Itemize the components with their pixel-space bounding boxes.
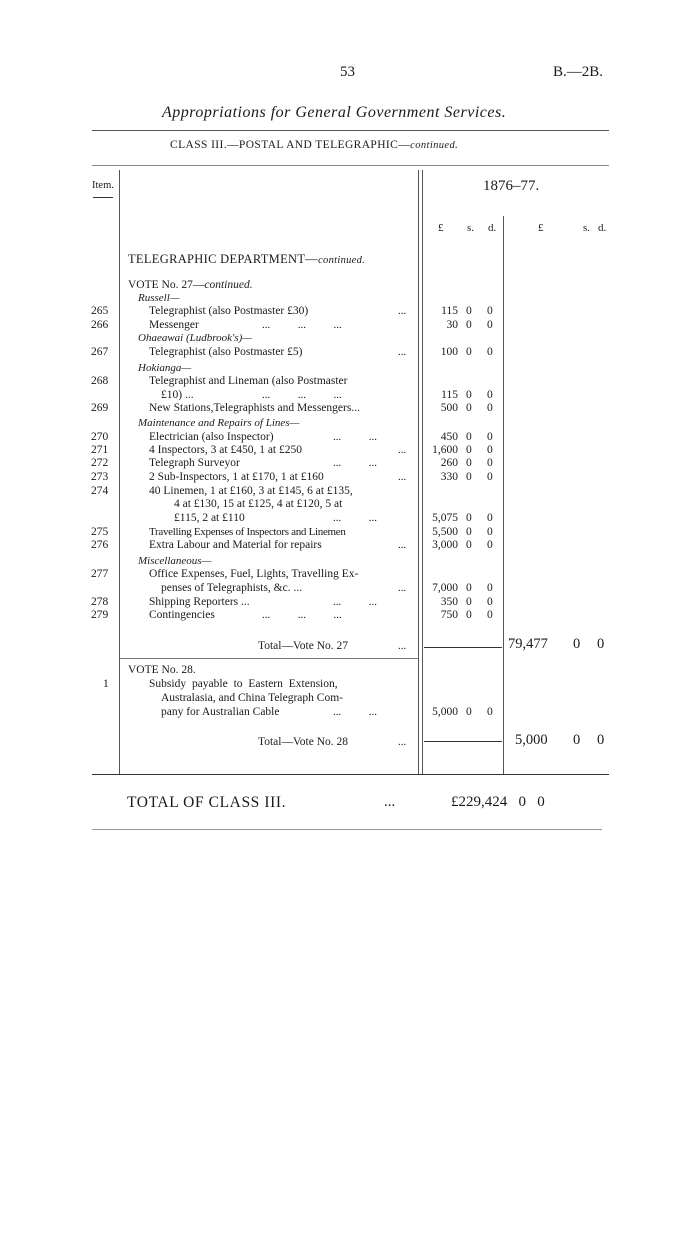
- item-description: Telegraphist and Lineman (also Postmaster: [149, 375, 348, 387]
- item-description-cont: penses of Telegraphists, &c. ...: [161, 582, 303, 594]
- amount-pounds: 750: [440, 609, 458, 621]
- column-header-year: 1876–77.: [483, 178, 540, 194]
- item-description: 2 Sub-Inspectors, 1 at £170, 1 at £160: [149, 471, 324, 483]
- col-pound-1: £: [438, 222, 444, 234]
- page-number: 53: [340, 64, 355, 80]
- item-description: Messenger: [149, 319, 199, 331]
- subhead-russell: Russell—: [138, 292, 180, 304]
- amount-shillings: 0: [466, 457, 472, 469]
- section-title: TELEGRAPHIC DEPARTMENT—continued.: [128, 252, 366, 266]
- amount-pence: 0: [487, 444, 493, 456]
- amount-pence: 0: [487, 471, 493, 483]
- leader-dots: ...: [384, 794, 396, 810]
- amount-pounds: 350: [440, 596, 458, 608]
- leader-dots: ...: [398, 305, 407, 317]
- column-header-item: Item.: [92, 180, 114, 191]
- col-pound-2: £: [538, 222, 544, 234]
- amount-pounds: 30: [446, 319, 458, 331]
- subhead-hokianga: Hokianga—: [138, 362, 192, 374]
- amount-shillings: 0: [466, 526, 472, 538]
- vote-divider: [120, 658, 418, 659]
- vote-28-total-pence: 0: [597, 732, 605, 748]
- vote-27-total-shillings: 0: [573, 636, 581, 652]
- table-bottom-rule: [92, 774, 609, 775]
- amount-pence: 0: [487, 346, 493, 358]
- class-divider: [92, 165, 609, 166]
- item-description-cont: £10) ...: [161, 389, 194, 401]
- subhead-ohaeawai: Ohaeawai (Ludbrook's)—: [138, 332, 253, 344]
- class-heading: CLASS III.—POSTAL AND TELEGRAPHIC—continued.: [170, 139, 459, 151]
- amount-pence: 0: [487, 457, 493, 469]
- amount-pence: 0: [487, 596, 493, 608]
- leader-dots: ... ...: [333, 431, 377, 443]
- leader-dots: ...: [398, 444, 407, 456]
- amount-pounds: 7,000: [432, 582, 458, 594]
- item-description: Contingencies: [149, 609, 215, 621]
- amount-pounds: 500: [440, 402, 458, 414]
- leader-dots: ...: [398, 640, 407, 652]
- item-description: Subsidy payable to Eastern Extension,: [149, 678, 338, 690]
- leader-dots: ... ...: [333, 512, 377, 524]
- item-description: Electrician (also Inspector): [149, 431, 274, 443]
- class-total-amount: £229,424 0 0: [451, 794, 545, 810]
- amount-pounds: 5,500: [432, 526, 458, 538]
- vote-28-total-pounds: 5,000: [515, 732, 548, 748]
- amount-shillings: 0: [466, 582, 472, 594]
- vote-27-total-pence: 0: [597, 636, 605, 652]
- amount-shillings: 0: [466, 389, 472, 401]
- item-number: 266: [91, 319, 109, 331]
- amount-pence: 0: [487, 319, 493, 331]
- amount-pounds: 100: [440, 346, 458, 358]
- leader-dots: ... ... ...: [262, 609, 342, 621]
- leader-dots: ...: [398, 471, 407, 483]
- amount-pence: 0: [487, 706, 493, 718]
- item-number: 279: [91, 609, 109, 621]
- leader-dots: ...: [398, 582, 407, 594]
- leader-dots: ...: [398, 346, 407, 358]
- leader-dots: ... ...: [333, 706, 377, 718]
- item-number: 275: [91, 526, 109, 538]
- amount-pounds: 115: [441, 389, 458, 401]
- amount-shillings: 0: [466, 402, 472, 414]
- amount-shillings: 0: [466, 431, 472, 443]
- page-title: Appropriations for General Government Services.: [162, 104, 507, 121]
- vote-27-heading: VOTE No. 27—continued.: [128, 279, 253, 291]
- vote-27-total-pounds: 79,477: [508, 636, 548, 652]
- col-pence-2: d.: [598, 222, 607, 234]
- amount-pounds: 260: [440, 457, 458, 469]
- amount-pence: 0: [487, 402, 493, 414]
- subhead-miscellaneous: Miscellaneous—: [138, 555, 212, 567]
- item-number: 269: [91, 402, 109, 414]
- amount-shillings: 0: [466, 539, 472, 551]
- leader-dots: ... ... ...: [262, 389, 342, 401]
- item-number: 265: [91, 305, 109, 317]
- col-pence-1: d.: [488, 222, 497, 234]
- vote-27-total-label: Total—Vote No. 27: [258, 640, 349, 652]
- amount-pence: 0: [487, 305, 493, 317]
- amount-pounds: 5,000: [432, 706, 458, 718]
- top-divider: [92, 130, 609, 131]
- vote-28-total-rule: [424, 741, 502, 742]
- amount-pounds: 330: [440, 471, 458, 483]
- item-description-cont: 4 at £130, 15 at £125, 4 at £120, 5 at: [174, 498, 343, 510]
- item-description-cont: pany for Australian Cable: [161, 706, 280, 718]
- item-number: 271: [91, 444, 109, 456]
- amount-shillings: 0: [466, 471, 472, 483]
- amount-shillings: 0: [466, 706, 472, 718]
- item-number: 1: [103, 678, 109, 690]
- item-description: Office Expenses, Fuel, Lights, Travelling Ex-: [149, 568, 359, 580]
- amount-shillings: 0: [466, 319, 472, 331]
- item-description-cont: Australasia, and China Telegraph Com-: [161, 692, 343, 704]
- item-column-rule: [119, 170, 120, 774]
- item-number: 268: [91, 375, 109, 387]
- amount-pounds: 450: [440, 431, 458, 443]
- item-description: Shipping Reporters ...: [149, 596, 250, 608]
- vote-28-total-label: Total—Vote No. 28: [258, 736, 349, 748]
- col-shilling-2: s.: [583, 222, 591, 234]
- leader-dots: ...: [398, 539, 407, 551]
- amount-pence: 0: [487, 539, 493, 551]
- item-description-cont: £115, 2 at £110: [174, 512, 245, 524]
- item-number: 278: [91, 596, 109, 608]
- amount-pence: 0: [487, 609, 493, 621]
- leader-dots: ... ...: [333, 457, 377, 469]
- vote-28-heading: VOTE No. 28.: [128, 664, 196, 676]
- item-number: 276: [91, 539, 109, 551]
- leader-dots: ... ... ...: [262, 319, 342, 331]
- item-description: 40 Linemen, 1 at £160, 3 at £145, 6 at £135,: [149, 485, 353, 497]
- item-description: New Stations,Telegraphists and Messengers...: [149, 402, 360, 414]
- item-header-underline: [93, 197, 113, 198]
- amount-shillings: 0: [466, 512, 472, 524]
- document-reference: B.—2B.: [553, 64, 604, 80]
- item-number: 277: [91, 568, 109, 580]
- bottom-divider: [92, 829, 602, 830]
- description-column-rule: [418, 170, 419, 774]
- item-number: 273: [91, 471, 109, 483]
- item-description: Telegraphist (also Postmaster £30): [149, 305, 309, 317]
- col-shilling-1: s.: [467, 222, 475, 234]
- amount-pounds: 115: [441, 305, 458, 317]
- amount-pence: 0: [487, 526, 493, 538]
- item-description: Travelling Expenses of Inspectors and Linemen: [149, 526, 346, 538]
- item-number: 274: [91, 485, 109, 497]
- class-total-label: TOTAL OF CLASS III.: [127, 794, 287, 811]
- amount-shillings: 0: [466, 346, 472, 358]
- amount-shillings: 0: [466, 596, 472, 608]
- item-number: 267: [91, 346, 109, 358]
- item-description: Extra Labour and Material for repairs: [149, 539, 322, 551]
- vote-27-total-rule: [424, 647, 502, 648]
- item-number: 270: [91, 431, 109, 443]
- subtotal-column-rule: [503, 216, 504, 774]
- amount-pence: 0: [487, 512, 493, 524]
- item-description: Telegraphist (also Postmaster £5): [149, 346, 303, 358]
- amount-pence: 0: [487, 431, 493, 443]
- vote-28-total-shillings: 0: [573, 732, 581, 748]
- leader-dots: ...: [398, 736, 407, 748]
- amount-pounds: 5,075: [432, 512, 458, 524]
- item-description: 4 Inspectors, 3 at £450, 1 at £250: [149, 444, 302, 456]
- amount-pounds: 1,600: [432, 444, 458, 456]
- subhead-maintenance: Maintenance and Repairs of Lines—: [138, 417, 300, 429]
- amount-pounds: 3,000: [432, 539, 458, 551]
- amount-shillings: 0: [466, 444, 472, 456]
- item-number: 272: [91, 457, 109, 469]
- amount-shillings: 0: [466, 609, 472, 621]
- amount-pence: 0: [487, 389, 493, 401]
- item-description: Telegraph Surveyor: [149, 457, 240, 469]
- amount-shillings: 0: [466, 305, 472, 317]
- leader-dots: ... ...: [333, 596, 377, 608]
- amount-pence: 0: [487, 582, 493, 594]
